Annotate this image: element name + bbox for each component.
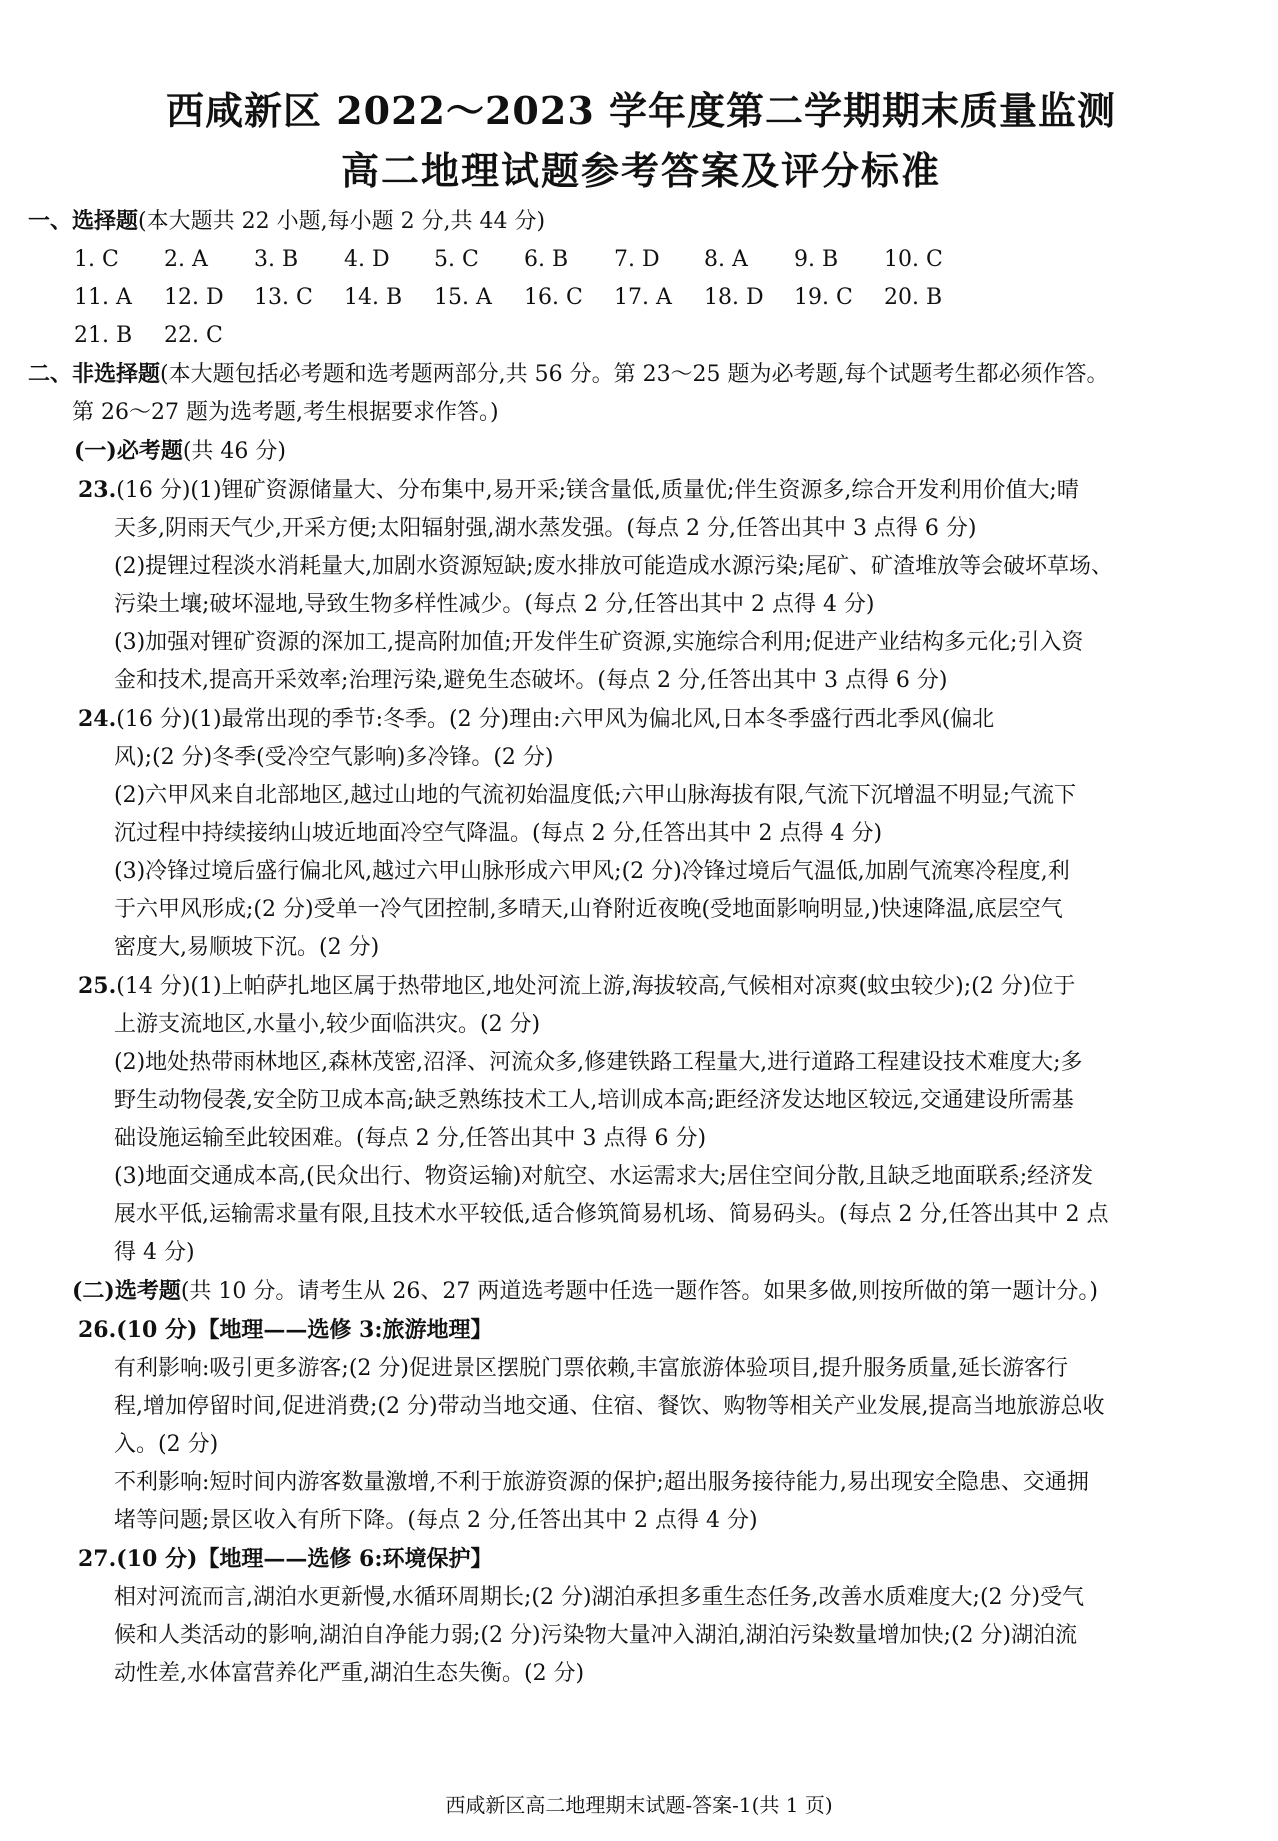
answer-item: 11. A: [74, 285, 132, 310]
answer-item: 14. B: [344, 285, 403, 310]
section-1-heading: [28, 202, 1254, 241]
part-2-note: (共 10 分。请考生从 26、27 两道选考题中任选一题作答。如果多做,则按所做的第一题计分。): [180, 1279, 1098, 1304]
answer-row-3: [28, 317, 1254, 355]
q23-text: (16 分)(1)锂矿资源储量大、分布集中,易开采;镁含量低,质量优;伴生资源多,综合开发利用价值大;晴: [116, 478, 1079, 503]
q24-line-3: (2)六甲风来自北部地区,越过山地的气流初始温度低;六甲山脉海拔有限,气流下沉增温不明显;气流下: [114, 783, 1076, 808]
section-2-heading: [28, 355, 1254, 394]
part-1-heading: [28, 432, 1254, 471]
q23-line-2: 天多,阴雨天气少,开采方便;太阳辐射强,湖水蒸发强。(每点 2 分,任答出其中 3 点得 6 分): [114, 516, 977, 541]
q26-title-line: [28, 1311, 1254, 1350]
q25-number: 25.: [78, 973, 117, 999]
answer-item: 2. A: [164, 247, 208, 272]
section-2-title: 二、非选择题: [28, 361, 161, 387]
q27-line-1: 相对河流而言,湖泊水更新慢,水循环周期长;(2 分)湖泊承担多重生态任务,改善水质难度大;(2 分)受气: [114, 1585, 1085, 1610]
section-1-title: 一、选择题: [28, 208, 139, 234]
answer-item: 12. D: [164, 285, 224, 310]
q24-line-7: 密度大,易顺坡下沉。(2 分): [114, 935, 380, 960]
answer-item: 20. B: [884, 285, 943, 310]
q26-line-4: 不利影响:短时间内游客数量激增,不利于旅游资源的保护;超出服务接待能力,易出现安全隐患、交通拥: [114, 1470, 1089, 1495]
q24-line-2: 风);(2 分)冬季(受冷空气影响)多冷锋。(2 分): [114, 745, 554, 770]
q25-line-2: 上游支流地区,水量小,较少面临洪灾。(2 分): [114, 1012, 541, 1037]
answer-item: 7. D: [614, 247, 660, 272]
answer-item: 17. A: [614, 285, 672, 310]
q27-line-2: 候和人类活动的影响,湖泊自净能力弱;(2 分)污染物大量冲入湖泊,湖泊污染数量增加快;(2 分)湖泊流: [114, 1623, 1078, 1648]
exam-title: 西咸新区 2022～2023 学年度第二学期期末质量监测: [166, 88, 1116, 133]
q26-line-1: 有利影响:吸引更多游客;(2 分)促进景区摆脱门票依赖,丰富旅游体验项目,提升服务质量,延长游客行: [114, 1356, 1068, 1381]
section-2-note-cont: 第 26～27 题为选考题,考生根据要求作答。): [72, 400, 499, 425]
q27-line-3: 动性差,水体富营养化严重,湖泊生态失衡。(2 分): [114, 1661, 585, 1686]
page-footer: 西咸新区高二地理期末试题-答案-1(共 1 页): [445, 1793, 833, 1817]
answer-item: 16. C: [524, 285, 583, 310]
answer-item: 22. C: [164, 323, 223, 348]
answer-item: 19. C: [794, 285, 853, 310]
q23-line-3: (2)提锂过程淡水消耗量大,加剧水资源短缺;废水排放可能造成水源污染;尾矿、矿渣堆放等会破坏草场、: [114, 554, 1113, 579]
q24-number: 24.: [78, 706, 117, 732]
q23-line-4: 污染土壤;破坏湿地,导致生物多样性减少。(每点 2 分,任答出其中 2 点得 4 分): [114, 592, 875, 617]
answer-item: 21. B: [74, 323, 133, 348]
q23-line-1: [28, 471, 1254, 510]
q23-line-6: 金和技术,提高开采效率;治理污染,避免生态破坏。(每点 2 分,任答出其中 3 点得 6 分): [114, 668, 948, 693]
q26-line-2: 程,增加停留时间,促进消费;(2 分)带动当地交通、住宿、餐饮、购物等相关产业发展,提高当地旅游总收: [114, 1394, 1105, 1419]
q25-line-1: [28, 967, 1254, 1006]
q27-number: 27.: [78, 1546, 117, 1572]
answer-item: 6. B: [524, 247, 569, 272]
answer-row-1: [28, 241, 1254, 279]
q24-text: (16 分)(1)最常出现的季节:冬季。(2 分)理由:六甲风为偏北风,日本冬季盛行西北季风(偏北: [116, 707, 995, 732]
q25-line-8: 得 4 分): [114, 1240, 195, 1265]
q24-line-1: [28, 700, 1254, 739]
answer-item: 3. B: [254, 247, 299, 272]
q26-line-5: 堵等问题;景区收入有所下降。(每点 2 分,任答出其中 2 点得 4 分): [114, 1508, 758, 1533]
q25-line-7: 展水平低,运输需求量有限,且技术水平较低,适合修筑简易机场、简易码头。(每点 2 分,任答出其中 2 点: [114, 1202, 1109, 1227]
answer-item: 1. C: [74, 247, 119, 272]
q26-title: (10 分)【地理——选修 3:旅游地理】: [116, 1317, 493, 1343]
q27-title: (10 分)【地理——选修 6:环境保护】: [116, 1546, 493, 1572]
answer-item: 10. C: [884, 247, 943, 272]
q26-number: 26.: [78, 1317, 117, 1343]
answer-item: 13. C: [254, 285, 313, 310]
q24-line-4: 沉过程中持续接纳山坡近地面冷空气降温。(每点 2 分,任答出其中 2 点得 4 分): [114, 821, 883, 846]
answer-item: 18. D: [704, 285, 764, 310]
q25-line-6: (3)地面交通成本高,(民众出行、物资运输)对航空、水运需求大;居住空间分散,且缺乏地面联系;经济发: [114, 1164, 1094, 1189]
q25-line-4: 野生动物侵袭,安全防卫成本高;缺乏熟练技术工人,培训成本高;距经济发达地区较远,交通建设所需基: [114, 1088, 1074, 1113]
part-1-title: (一)必考题: [74, 438, 183, 464]
q27-title-line: [28, 1540, 1254, 1579]
q25-text: (14 分)(1)上帕萨扎地区属于热带地区,地处河流上游,海拔较高,气候相对凉爽(蚊虫较少);(2 分)位于: [116, 974, 1076, 999]
section-1-note: (本大题共 22 小题,每小题 2 分,共 44 分): [138, 209, 546, 234]
answer-item: 15. A: [434, 285, 492, 310]
q23-line-5: (3)加强对锂矿资源的深加工,提高附加值;开发伴生矿资源,实施综合利用;促进产业结构多元化;引入资: [114, 630, 1084, 655]
answer-row-2: [28, 279, 1254, 317]
answer-item: 5. C: [434, 247, 479, 272]
q24-line-5: (3)冷锋过境后盛行偏北风,越过六甲山脉形成六甲风;(2 分)冷锋过境后气温低,加剧气流寒冷程度,利: [114, 859, 1070, 884]
q26-line-3: 入。(2 分): [114, 1432, 219, 1457]
q25-line-3: (2)地处热带雨林地区,森林茂密,沼泽、河流众多,修建铁路工程量大,进行道路工程建设技术难度大;多: [114, 1050, 1083, 1075]
answer-item: 8. A: [704, 247, 748, 272]
part-2-heading: [28, 1272, 1254, 1311]
section-2-note: (本大题包括必考题和选考题两部分,共 56 分。第 23～25 题为必考题,每个试题考生都必须作答。: [160, 362, 1109, 387]
q24-line-6: 于六甲风形成;(2 分)受单一冷气团控制,多晴天,山脊附近夜晚(受地面影响明显,)快速降温,底层空气: [114, 897, 1063, 922]
part-1-note: (共 46 分): [182, 439, 286, 464]
part-2-title: (二)选考题: [72, 1278, 181, 1304]
answer-item: 4. D: [344, 247, 390, 272]
q23-number: 23.: [78, 477, 117, 503]
q25-line-5: 础设施运输至此较困难。(每点 2 分,任答出其中 3 点得 6 分): [114, 1126, 707, 1151]
answer-item: 9. B: [794, 247, 839, 272]
exam-subtitle: 高二地理试题参考答案及评分标准: [340, 148, 941, 193]
